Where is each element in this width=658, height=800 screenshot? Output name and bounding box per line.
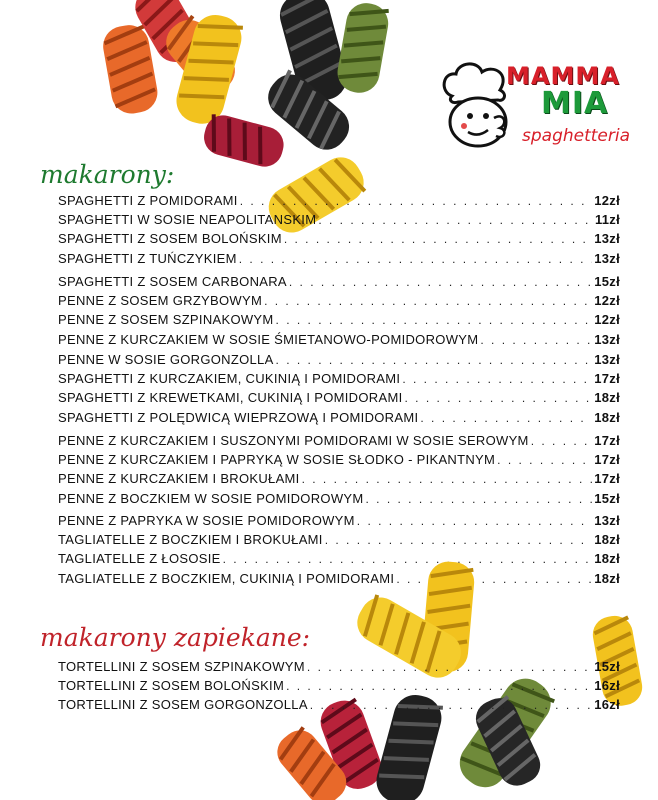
menu-item	[58, 193, 620, 212]
dish-price: 15zł	[594, 490, 620, 506]
menu-item	[58, 452, 620, 471]
logo-word-spaghetteria: spaghetteria	[522, 126, 631, 146]
menu-item	[58, 352, 620, 371]
menu-item	[58, 433, 620, 452]
dish-price: 18zł	[594, 570, 620, 586]
dish-name: PENNE Z KURCZAKIEM W SOSIE ŚMIETANOWO-POMIDOROWYM	[58, 331, 479, 347]
dish-list-group-2	[58, 274, 620, 351]
dish-name: PENNE Z KURCZAKIEM I SUSZONYMI POMIDORAMI W SOSIE SEROWYM	[58, 433, 529, 448]
dish-name: SPAGHETTI W SOSIE NEAPOLITANSKIM	[58, 212, 317, 228]
menu-item	[58, 697, 620, 716]
dish-price: 18zł	[594, 409, 620, 425]
dish-name: SPAGHETTI Z KURCZAKIEM, CUKINIĄ I POMIDORAMI	[58, 371, 401, 387]
dot-leader	[286, 679, 592, 693]
logo-word-mia: MIA	[541, 86, 609, 121]
dot-leader	[480, 333, 592, 347]
dish-list-group-3	[58, 352, 620, 429]
dish-list-group-4	[58, 433, 620, 510]
menu-item	[58, 491, 620, 510]
dish-price: 15zł	[594, 274, 620, 289]
dot-leader	[420, 411, 592, 425]
dot-leader	[302, 472, 593, 486]
dish-price: 18zł	[594, 390, 620, 406]
dish-price: 15zł	[594, 659, 620, 674]
dish-name: PENNE Z SOSEM SZPINAKOWYM	[58, 312, 274, 328]
chef-icon	[438, 62, 516, 148]
dot-leader	[310, 698, 592, 712]
dish-name: TAGLIATELLE Z ŁOSOSIE	[58, 551, 221, 567]
dish-price: 13zł	[594, 513, 620, 528]
menu-item	[58, 471, 620, 490]
dish-list-zapiekane	[58, 659, 620, 717]
dot-leader	[325, 533, 593, 547]
dish-price: 18zł	[594, 532, 620, 548]
dot-leader	[276, 353, 593, 367]
dot-leader	[402, 372, 592, 386]
dish-price: 12zł	[594, 312, 620, 328]
dish-price: 11zł	[594, 212, 620, 228]
dish-price: 17zł	[594, 452, 620, 468]
dish-price: 18zł	[594, 551, 620, 567]
menu-item	[58, 231, 620, 250]
menu-item	[58, 312, 620, 331]
dish-name: SPAGHETTI Z POMIDORAMI	[58, 193, 238, 208]
dish-name: PENNE Z KURCZAKIEM I BROKUŁAMI	[58, 471, 300, 487]
dish-name: TORTELLINI Z SOSEM BOLOŃSKIM	[58, 678, 285, 694]
dish-name: PENNE W SOSIE GORGONZOLLA	[58, 352, 274, 367]
dish-name: SPAGHETTI Z POLĘDWICĄ WIEPRZOWĄ I POMIDORAMI	[58, 409, 419, 425]
menu-item	[58, 390, 620, 409]
dish-name: TORTELLINI Z SOSEM SZPINAKOWYM	[58, 659, 305, 674]
dot-leader	[239, 252, 592, 266]
menu-item	[58, 274, 620, 293]
menu-item	[58, 293, 620, 312]
dot-leader	[497, 453, 592, 467]
dish-price: 12zł	[594, 193, 620, 208]
dot-leader	[276, 313, 593, 327]
dish-price: 16zł	[594, 678, 620, 694]
menu-item	[58, 212, 620, 231]
dot-leader	[284, 232, 592, 246]
menu-item	[58, 659, 620, 678]
dish-price: 17zł	[594, 433, 620, 448]
section-heading-makarony-zapiekane: makarony zapiekane:	[40, 623, 311, 652]
dish-price: 17zł	[594, 471, 620, 487]
dot-leader	[404, 391, 592, 405]
dish-name: TAGLIATELLE Z BOCZKIEM, CUKINIĄ I POMIDORAMI	[58, 570, 395, 586]
menu-item	[58, 678, 620, 697]
dot-leader	[307, 660, 592, 674]
menu-item	[58, 513, 620, 532]
dish-name: TAGLIATELLE Z BOCZKIEM I BROKUŁAMI	[58, 532, 323, 548]
dish-price: 13zł	[594, 352, 620, 367]
dot-leader	[531, 434, 593, 448]
dish-list-group-1	[58, 193, 620, 270]
fusilli-darkred	[200, 111, 288, 170]
dot-leader	[240, 194, 593, 208]
menu-item	[58, 251, 620, 270]
dish-price: 13zł	[594, 231, 620, 247]
dish-name: SPAGHETTI Z SOSEM CARBONARA	[58, 274, 287, 289]
menu-item	[58, 532, 620, 551]
dot-leader	[365, 492, 592, 506]
mamma-mia-logo	[438, 58, 631, 158]
dot-leader	[318, 213, 593, 227]
logo-word-mamma: MAMMA	[506, 62, 620, 90]
section-heading-makarony: makarony:	[40, 160, 175, 189]
dot-leader	[289, 275, 592, 289]
dish-name: TORTELLINI Z SOSEM GORGONZOLLA	[58, 697, 308, 713]
dish-name: SPAGHETTI Z SOSEM BOLOŃSKIM	[58, 231, 282, 247]
dish-price: 13zł	[594, 250, 620, 266]
dot-leader	[357, 514, 592, 528]
dot-leader	[264, 294, 592, 308]
menu-item	[58, 410, 620, 429]
dish-name: PENNE Z SOSEM GRZYBOWYM	[58, 293, 263, 309]
dish-price: 13zł	[594, 331, 620, 347]
dish-name: PENNE Z PAPRYKA W SOSIE POMIDOROWYM	[58, 513, 355, 528]
dish-price: 12zł	[594, 293, 620, 309]
dish-name: SPAGHETTI Z TUŃCZYKIEM	[58, 250, 237, 266]
dish-price: 17zł	[594, 371, 620, 387]
fusilli-green	[334, 0, 391, 96]
dish-price: 16zł	[594, 697, 620, 713]
menu-item	[58, 371, 620, 390]
menu-item	[58, 332, 620, 351]
dish-name: SPAGHETTI Z KREWETKAMI, CUKINIĄ I POMIDORAMI	[58, 390, 403, 406]
dish-name: PENNE Z BOCZKIEM W SOSIE POMIDOROWYM	[58, 490, 364, 506]
dish-name: PENNE Z KURCZAKIEM I PAPRYKĄ W SOSIE SŁODKO - PIKANTNYM	[58, 452, 496, 468]
